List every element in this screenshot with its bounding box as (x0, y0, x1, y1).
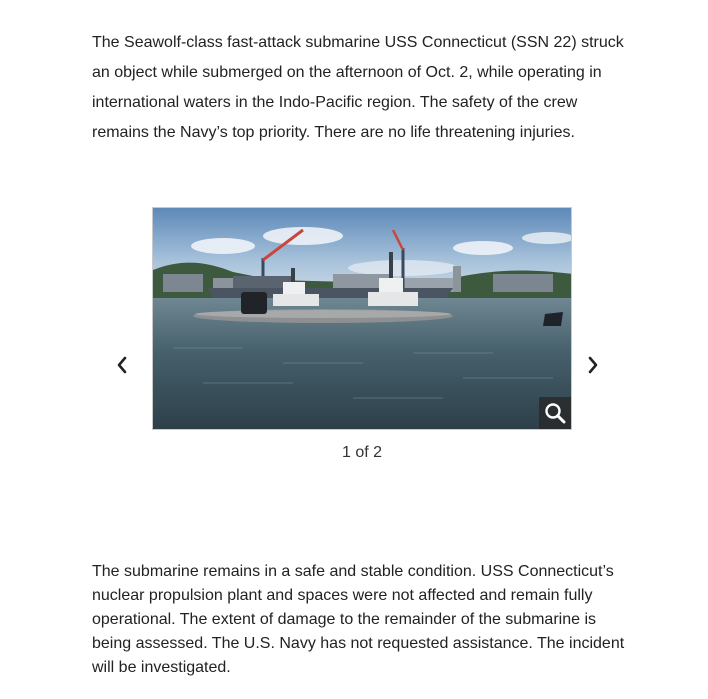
gallery-counter: 1 of 2 (341, 444, 383, 461)
gallery-next-button[interactable] (583, 353, 603, 377)
article-paragraph-1: The Seawolf-class fast-attack submarine USS Connecticut (SSN 22) struck an object while submerged on the afternoon of Oct. 2, while operating in international waters in the Indo-Pacific region. The safety of the crew remains the Navy’s top priority. There are no life threatening injuries. (92, 34, 624, 141)
article-paragraph-2: The submarine remains in a safe and stable condition. USS Connecticut’s nuclear propulsion plant and spaces were not affected and remain fully operational. The extent of damage to the remainder of the submarine is being assessed. The U.S. Navy has not requested assistance. The incident will be investigated. (92, 563, 625, 676)
gallery-photo[interactable] (152, 207, 572, 430)
chevron-left-icon (116, 356, 128, 374)
image-gallery (0, 207, 708, 477)
chevron-right-icon (587, 356, 599, 374)
magnifier-icon (544, 402, 566, 424)
submarine-photo (153, 208, 572, 430)
zoom-button[interactable] (539, 397, 571, 429)
gallery-prev-button[interactable] (112, 353, 132, 377)
